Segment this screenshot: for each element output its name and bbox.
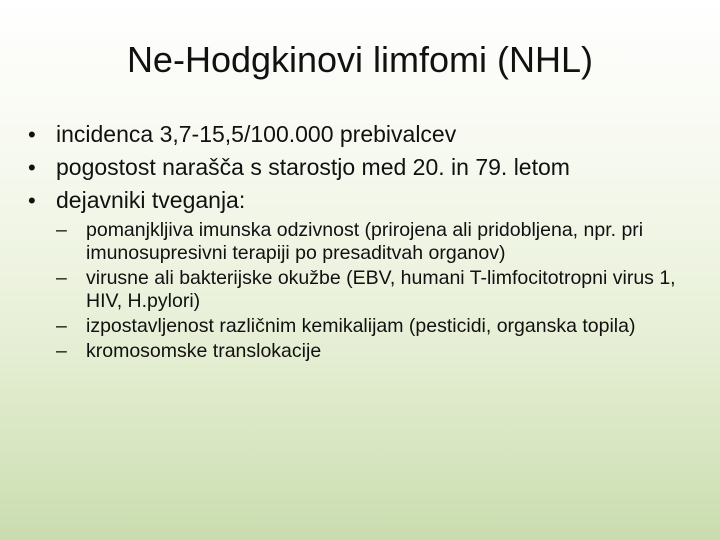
bullet-text: pogostost narašča s starostjo med 20. in 79. letom [56,154,570,180]
dash-icon: – [56,340,67,362]
slide-title: Ne-Hodgkinovi limfomi (NHL) [126,39,594,80]
bullet-list [28,118,698,365]
dash-icon: – [56,315,67,337]
bullet-text: incidenca 3,7-15,5/100.000 prebivalcev [56,121,457,147]
risk-factor-item [56,315,698,338]
bullet-dot-icon: • [28,155,36,180]
risk-factor-text: pomanjkljiva imunska odzivnost (prirojena ali pridobljena, npr. pri imunosupresivni terapiji po presaditvah organov) [86,219,644,264]
risk-factor-item [56,219,698,265]
risk-factor-text: virusne ali bakterijske okužbe (EBV, humani T-limfocitotropni virus 1, HIV, H.pylori) [86,267,676,312]
bullet-dot-icon: • [28,188,36,213]
dash-icon: – [56,267,67,289]
bullet-dot-icon: • [28,122,36,147]
risk-factor-text: kromosomske translokacije [86,340,322,362]
bullet-text: dejavniki tveganja: [56,187,246,213]
risk-factor-list [56,219,698,363]
bullet-incidence [28,118,698,151]
risk-factor-text: izpostavljenost različnim kemikalijam (pesticidi, organska topila) [86,315,636,337]
risk-factor-item [56,267,698,313]
dash-icon: – [56,219,67,241]
risk-factor-item [56,340,698,363]
bullet-risk-factors [28,184,698,363]
bullet-frequency [28,151,698,184]
